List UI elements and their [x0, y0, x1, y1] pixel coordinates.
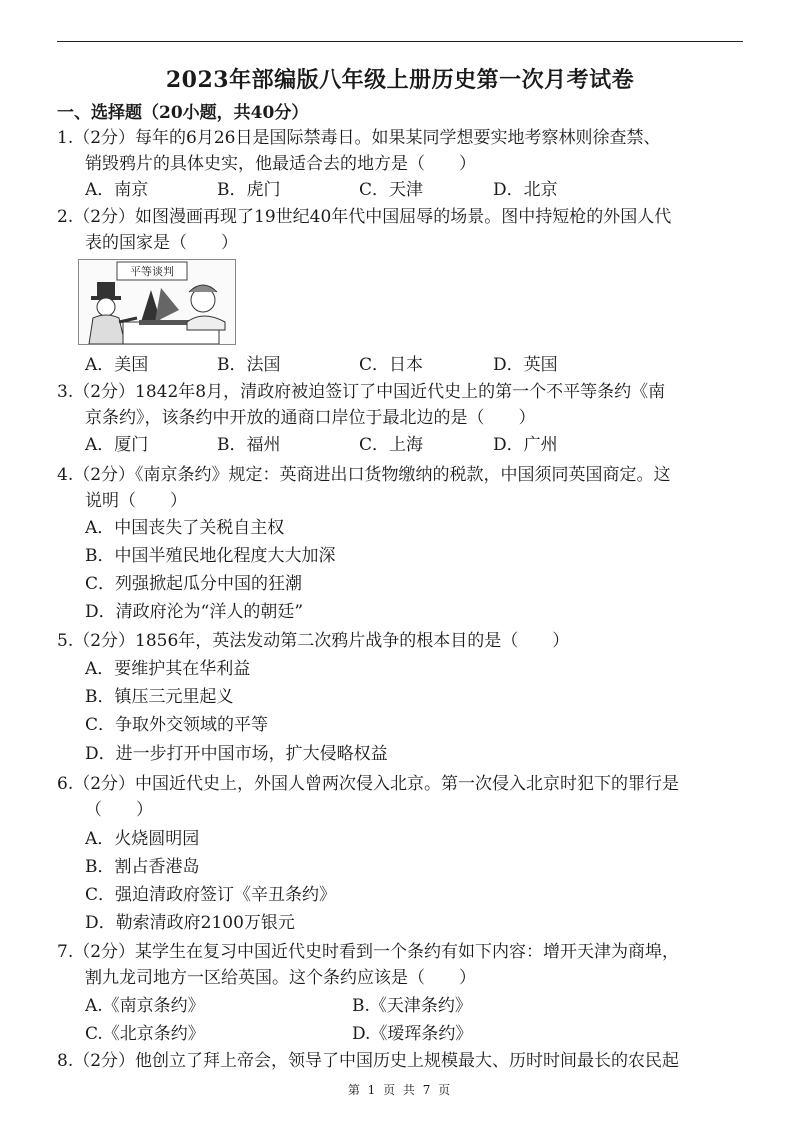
question-2-line-2: 表的国家是（ ） [85, 233, 238, 253]
question-1-option-c: C．天津 [359, 180, 424, 200]
question-4-option-a: A．中国丧失了关税自主权 [85, 518, 285, 538]
cartoon-illustration [79, 260, 235, 344]
question-1-option-b: B．虎门 [217, 180, 281, 200]
question-4-line-1: 4.（2分）《南京条约》规定：英商进出口货物缴纳的税款，中国须同英国商定。这 [57, 465, 671, 485]
page-title: 2023年部编版八年级上册历史第一次月考试卷 [165, 67, 635, 93]
question-7-option-b: B.《天津条约》 [352, 996, 472, 1016]
question-3-option-a: A．厦门 [85, 435, 149, 455]
question-7-option-d: D.《瑷珲条约》 [352, 1024, 473, 1044]
cartoon-image [78, 259, 236, 345]
question-1-line-1: 1.（2分）每年的6月26日是国际禁毒日。如果某同学想要实地考察林则徐查禁、 [57, 128, 661, 148]
question-7-option-a: A.《南京条约》 [85, 996, 205, 1016]
question-6-line-1: 6.（2分）中国近代史上，外国人曾两次侵入北京。第一次侵入北京时犯下的罪行是 [57, 774, 680, 794]
question-2-option-c: C．日本 [359, 355, 424, 375]
question-6-option-d: D．勒索清政府2100万银元 [85, 913, 295, 933]
question-2-line-1: 2.（2分）如图漫画再现了19世纪40年代中国屈辱的场景。图中持短枪的外国人代 [57, 207, 672, 227]
cartoon-caption: 平等谈判 [130, 265, 174, 278]
question-5-option-c: C．争取外交领域的平等 [85, 715, 269, 735]
question-2-option-b: B．法国 [217, 355, 281, 375]
question-6-option-c: C．强迫清政府签订《辛丑条约》 [85, 885, 337, 905]
question-2-option-a: A．美国 [85, 355, 149, 375]
question-7-option-c: C.《北京条约》 [85, 1024, 205, 1044]
question-3-line-1: 3.（2分）1842年8月，清政府被迫签订了中国近代史上的第一个不平等条约《南 [57, 382, 666, 402]
page-indicator: 第 1 页 共 7 页 [347, 1083, 453, 1097]
question-4-option-d: D．清政府沦为“洋人的朝廷” [85, 602, 304, 622]
question-4-line-2: 说明（ ） [85, 491, 187, 511]
question-6-option-b: B．割占香港岛 [85, 857, 200, 877]
question-4-option-c: C．列强掀起瓜分中国的狂潮 [85, 574, 303, 594]
question-3-option-b: B．福州 [217, 435, 281, 455]
question-7-line-2: 割九龙司地方一区给英国。这个条约应该是（ ） [85, 968, 476, 988]
question-6-option-a: A．火烧圆明园 [85, 829, 200, 849]
question-5-line-1: 5.（2分）1856年，英法发动第二次鸦片战争的根本目的是（ ） [57, 631, 570, 651]
question-6-line-2: （ ） [85, 800, 153, 820]
section-heading: 一、选择题（20小题，共40分） [57, 103, 309, 123]
question-3-line-2: 京条约》，该条约中开放的通商口岸位于最北边的是（ ） [85, 408, 536, 428]
question-5-option-d: D．进一步打开中国市场，扩大侵略权益 [85, 744, 388, 764]
question-1-line-2: 销毁鸦片的具体史实，他最适合去的地方是（ ） [85, 154, 476, 174]
question-3-option-c: C．上海 [359, 435, 424, 455]
question-7-line-1: 7.（2分）某学生在复习中国近代史时看到一个条约有如下内容：增开天津为商埠， [57, 942, 680, 962]
question-5-option-a: A．要维护其在华利益 [85, 659, 251, 679]
question-8-line-1: 8.（2分）他创立了拜上帝会，领导了中国历史上规模最大、历时时间最长的农民起 [57, 1051, 680, 1071]
question-1-option-a: A．南京 [85, 180, 149, 200]
question-3-option-d: D．广州 [493, 435, 558, 455]
header-rule [57, 41, 743, 42]
question-5-option-b: B．镇压三元里起义 [85, 687, 234, 707]
question-2-option-d: D．英国 [493, 355, 558, 375]
question-4-option-b: B．中国半殖民地化程度大大加深 [85, 546, 336, 566]
question-1-option-d: D．北京 [493, 180, 558, 200]
